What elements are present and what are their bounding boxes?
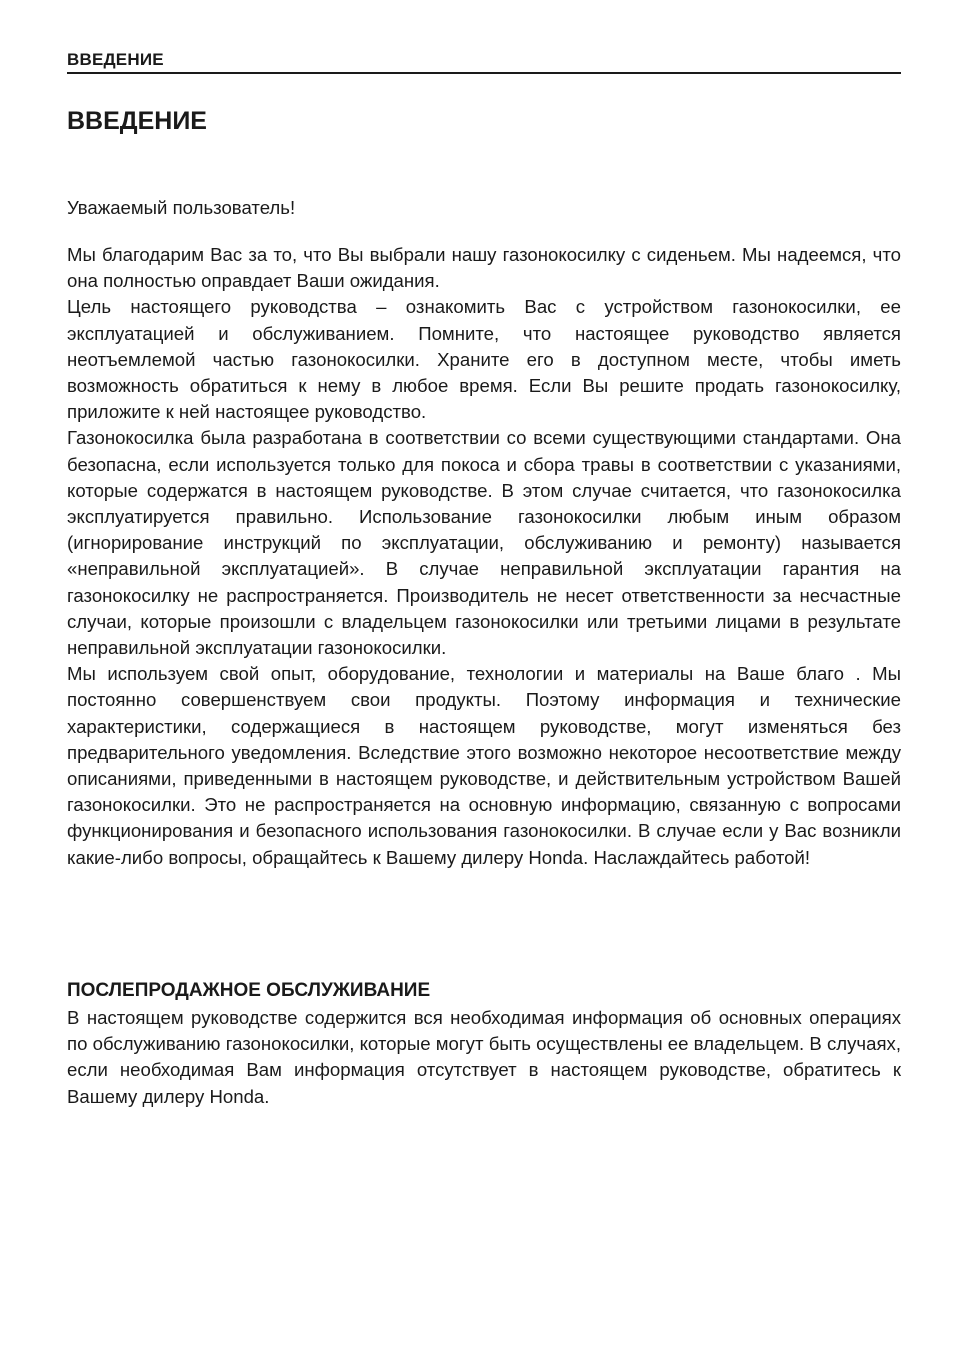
intro-paragraph: Мы благодарим Вас за то, что Вы выбрали нашу газонокосилку с сиденьем. Мы надеемся, что она полностью оправдает Ваши ожидания. [67,244,901,292]
after-sales-paragraph: В настоящем руководстве содержится вся необходимая информация об основных операциях по обслуживанию газонокосилки, которые могут быть осуществлены ее владельцем. В случаях, если необходимая Вам информация отсутствует в настоящем руководстве, обратитесь к Вашему дилеру Honda. [67,1007,901,1107]
greeting: Уважаемый пользователь! [67,197,296,218]
intro-paragraph: Мы используем свой опыт, оборудование, технологии и материалы на Ваше благо . Мы постоянно совершенствуем свои продукты. Поэтому информация и технические характеристики, содержащиеся в настоящем руководстве, могут изменяться без предварительного уведомления. Вследствие этого возможно некоторое несоответствие между описаниями, приведенными в настоящем руководстве, и действительным устройством Вашей газонокосилки. Это не распространяется на основную информацию, связанную с вопросами функционирования и безопасного использования газонокосилки. В случае если у Вас возникли какие-либо вопросы, обращайтесь к Вашему дилеру Honda. Наслаждайтесь работой! [67,663,901,868]
intro-paragraph: Газонокосилка была разработана в соответствии со всеми существующими стандартами. Она безопасна, если используется только для покоса и сбора травы в соответствии с указаниями, которые содержатся в настоящем руководстве. В этом случае считается, что газонокосилка эксплуатируется правильно. Использование газонокосилки любым иным образом (игнорирование инструкций по эксплуатации, обслуживанию и ремонту) называется «неправильной эксплуатацией». В случае неправильной эксплуатации гарантия на газонокосилку не распространяется. Производитель не несет ответственности за несчастные случаи, которые произошли с владельцем газонокосилки или третьими лицами в результате неправильной эксплуатации газонокосилки. [67,427,901,659]
intro-paragraph: Цель настоящего руководства – ознакомить Вас с устройством газонокосилки, ее эксплуатацией и обслуживанием. Помните, что настоящее руководство является неотъемлемой частью газонокосилки. Храните его в доступном месте, чтобы иметь возможность обратиться к нему в любое время. Если Вы решите продать газонокосилку, приложите к ней настоящее руководство. [67,296,901,423]
page-title: ВВЕДЕНИЕ [67,107,207,135]
running-header: ВВЕДЕНИЕ [67,50,164,69]
intro-body [67,242,901,871]
header-rule [67,72,901,74]
section-heading-after-sales: ПОСЛЕПРОДАЖНОЕ ОБСЛУЖИВАНИЕ [67,980,431,1001]
